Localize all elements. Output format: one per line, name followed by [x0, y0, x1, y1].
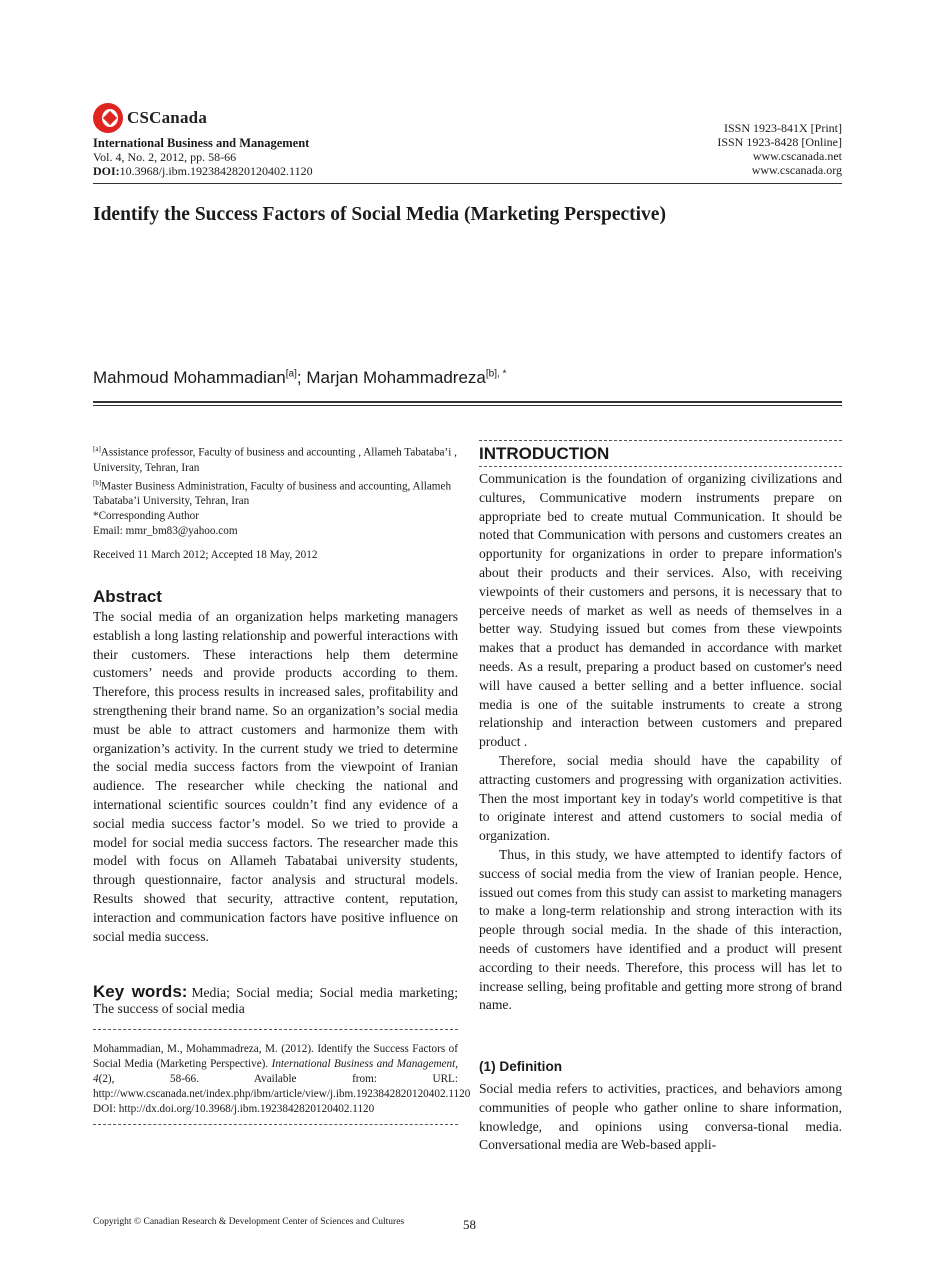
header-divider — [93, 183, 842, 184]
received-dates: Received 11 March 2012; Accepted 18 May, 2012 — [93, 549, 318, 561]
issn-online: ISSN 1923-8428 [Online] — [717, 135, 842, 149]
introduction-body — [479, 470, 842, 1015]
abstract-body: The social media of an organization helps marketing managers establish a long lasting relationship and powerful interactions with their customers. These interactions help them determine customers’ needs and provide products according to them. Therefore, this process results in increased sales, profitability and strengthening their brand name. So an organization’s social media must be able to attract customers and harmonize them with organization’s activity. In the current study we tried to determine the social media success factors from the viewpoint of Iranian audience. The researcher while checking the national and international scientific sources couldn’t find any evidence of a social media success factor’s model. So we tried to provide a model for social media success factors. The researcher made this model with focus on Allameh Tabatabai university students, through questionnaire, factor analysis and structural models. Results showed that security, attractive content, reputation, interaction and communication factors have positive influence on social media success. — [93, 609, 458, 944]
definition-heading: (1) Definition — [479, 1059, 563, 1074]
affiliations — [93, 442, 458, 539]
citation-part-1: Mohammadian, M., Mohammadreza, M. (2012). Identify the Success Factors of Social Media (Marketing Perspective). — [93, 1043, 458, 1070]
doi-value: 10.3968/j.ibm.1923842820120402.1120 — [119, 164, 313, 178]
author-2-affil: [b], * — [485, 368, 507, 380]
affiliation-a-marker: [a] — [93, 445, 101, 453]
keywords — [93, 984, 458, 1017]
author-divider-thick — [93, 401, 842, 403]
abstract-heading: Abstract — [93, 587, 162, 606]
author-1-affil: [a] — [285, 368, 297, 380]
affiliation-b-text: Master Business Administration, Faculty of business and accounting, Allameh Tabataba’i University, Tehran, Iran — [93, 480, 452, 508]
doi-label: DOI: — [93, 164, 120, 178]
journal-name: International Business and Management — [93, 136, 310, 150]
definition-body: Social media refers to activities, practices, and behaviors among communities of people who gather online to share information, knowledge, and opinions using conversa-tional media. Conversational media are Web-based appli- — [479, 1081, 842, 1153]
citation-journal: International Business and Management, 4 — [93, 1058, 458, 1085]
citation-divider-top — [93, 1029, 458, 1030]
author-separator: ; — [296, 368, 307, 387]
journal-info — [93, 136, 313, 178]
affiliation-b-marker: [b] — [93, 478, 102, 487]
cscanada-logo — [93, 101, 207, 135]
affiliation-a — [93, 442, 458, 476]
author-line — [93, 368, 506, 388]
brand-name: CSCanada — [127, 108, 208, 127]
copyright-notice: Copyright © Canadian Research & Development Center of Sciences and Cultures — [93, 1217, 405, 1227]
author-2: Marjan Mohammadreza — [306, 368, 486, 387]
intro-divider-top — [479, 440, 842, 441]
intro-paragraph-3: Thus, in this study, we have attempted to identify factors of success of social media from the view of Iranian people. Hence, issued out comes from this study can assist to marketing managers to make a long-term relationship and strong interaction with its people through social media. In the shade of this interaction, needs of customers have identified and a product will present according to their needs. Therefore, this process will has let to increase selling, being profitable and getting more strong of brand name. — [479, 846, 842, 1013]
issn-print: ISSN 1923-841X [Print] — [723, 121, 842, 135]
citation-block — [93, 1042, 471, 1117]
affiliation-b — [93, 476, 458, 510]
author-divider-thin — [93, 405, 842, 406]
paper-title: Identify the Success Factors of Social Media (Marketing Perspective) — [93, 204, 666, 225]
intro-divider-bottom — [479, 466, 842, 467]
citation-divider-bottom — [93, 1124, 458, 1125]
issn-block — [717, 121, 842, 177]
doi-line — [93, 164, 313, 178]
author-1: Mahmoud Mohammadian — [93, 368, 286, 387]
introduction-heading: INTRODUCTION — [479, 444, 610, 463]
citation-doi[interactable]: DOI: http://dx.doi.org/10.3968/j.ibm.1923842820120402.1120 — [93, 1103, 375, 1115]
citation-part-2[interactable]: (2), 58-66. Available from: URL: http://www.cscanada.net/index.php/ibm/article/view/j.ibm.1923842820120402.1120 — [93, 1073, 471, 1100]
page-number: 58 — [463, 1217, 476, 1232]
url-org[interactable]: www.cscanada.org — [751, 163, 842, 177]
corresponding-author: *Corresponding Author — [93, 510, 199, 523]
keywords-label: Key words: — [93, 982, 188, 1001]
author-email[interactable]: Email: mmr_bm83@yahoo.com — [93, 525, 238, 538]
url-net[interactable]: www.cscanada.net — [752, 149, 842, 163]
volume-info: Vol. 4, No. 2, 2012, pp. 58-66 — [93, 150, 237, 164]
keywords-text: Media; Social media; Social media marketing; The success of social media — [93, 985, 458, 1016]
intro-paragraph-1: Communication is the foundation of organizing civilizations and cultures, Communicative modern instruments prepare on appropriate bed to create mutual Communication. It should be noted that Communication with persons and customers creates an opportunity for organizations in order to prepare information's about their products and their services. Also, with receiving viewpoints of their customers and persons, it is necessary that to perceive needs of market as well as needs of themselves in a better way. Studying issued but comes from these viewpoints makes that a product has demanded in accordance with market needs. As a result, preparing a product based on customer's need will have caused a better selling and a better influence. social media is one of the suitable instruments to create a strong relationship and interaction between customers and prepared product . — [479, 471, 842, 750]
intro-paragraph-2: Therefore, social media should have the capability of attracting customers and progressing with organization activities. Then the most important key in today's world competitive is that to originate interest and attend customers to social media of organization. — [479, 752, 842, 844]
maple-leaf-icon — [93, 103, 123, 133]
affiliation-a-text: Assistance professor, Faculty of business and accounting , Allameh Tabataba’i , University, Tehran, Iran — [93, 446, 457, 474]
